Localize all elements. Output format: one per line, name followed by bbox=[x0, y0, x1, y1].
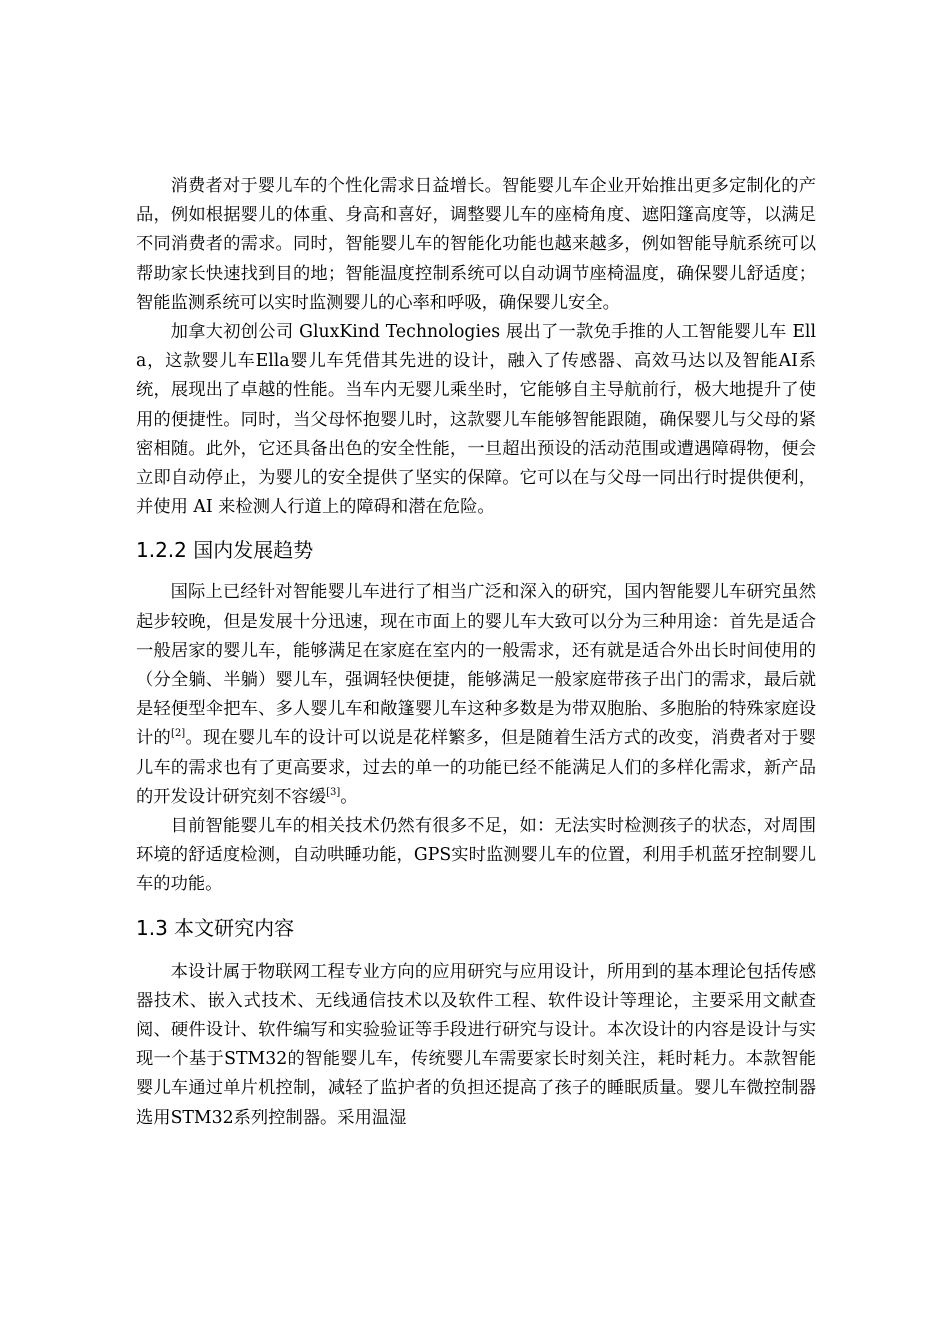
section-heading-1-2-2: 1.2.2 国内发展趋势 bbox=[136, 538, 314, 563]
paragraph-text-segment: 国际上已经针对智能婴儿车进行了相当广泛和深入的研究，国内智能婴儿车研究虽然起步较晚，但是发展十分迅速，现在市面上的婴儿车大致可以分为三种用途：首先是适合一般居家的婴儿车，能够满足在家庭在室内的一般需求，还有就是适合外出长时间使用的（分全躺、半躺）婴儿车，强调轻快便捷，能够满足一般家庭带孩子出门的需求，最后就是轻便型伞把车、多人婴儿车和敞篷婴儿车这种多数是为带双胞胎、多胞胎的特殊家庭设计的 bbox=[136, 582, 816, 749]
paragraph-domestic-trends bbox=[136, 578, 816, 812]
paragraph-gluxkind-ella: 加拿大初创公司 GluxKind Technologies 展出了一款免手推的人工智能婴儿车 Ella，这款婴儿车Ella婴儿车凭借其先进的设计，融入了传感器、高效马达以及智能AI系统，展现出了卓越的性能。当车内无婴儿乘坐时，它能够自主导航前行，极大地提升了使用的便捷性。同时，当父母怀抱婴儿时，这款婴儿车能够智能跟随，确保婴儿与父母的紧密相随。此外，它还具备出色的安全性能，一旦超出预设的活动范围或遭遇障碍物，便会立即自动停止，为婴儿的安全提供了坚实的保障。它可以在与父母一同出行时提供便利，并使用 AI 来检测人行道上的障碍和潜在危险。 bbox=[136, 322, 816, 518]
citation-ref-3: [3] bbox=[326, 787, 341, 799]
paragraph-research-content: 本设计属于物联网工程专业方向的应用研究与应用设计，所用到的基本理论包括传感器技术、嵌入式技术、无线通信技术以及软件工程、软件设计等理论，主要采用文献查阅、硬件设计、软件编写和实验验证等手段进行研究与设计。本次设计的内容是设计与实现一个基于STM32的智能婴儿车，传统婴儿车需要家长时刻关注，耗时耗力。本款智能婴儿车通过单片机控制，减轻了监护者的负担还提高了孩子的睡眠质量。婴儿车微控制器选用STM32系列控制器。采用温湿 bbox=[136, 961, 816, 1128]
paragraph-current-shortcomings: 目前智能婴儿车的相关技术仍然有很多不足，如：无法实时检测孩子的状态，对周围环境的舒适度检测，自动哄睡功能，GPS实时监测婴儿车的位置，利用手机蓝牙控制婴儿车的功能。 bbox=[136, 816, 816, 895]
section-heading-1-3: 1.3 本文研究内容 bbox=[136, 915, 295, 940]
paragraph-text-segment: 。 bbox=[340, 786, 358, 807]
paragraph-text-segment: 。现在婴儿车的设计可以说是花样繁多，但是随着生活方式的改变，消费者对于婴儿车的需求也有了更高要求，过去的单一的功能已经不能满足人们的多样化需求，新产品的开发设计研究刻不容缓 bbox=[136, 728, 816, 807]
citation-ref-2: [2] bbox=[171, 728, 186, 740]
document-body bbox=[136, 172, 816, 1133]
paragraph-personalization: 消费者对于婴儿车的个性化需求日益增长。智能婴儿车企业开始推出更多定制化的产品，例如根据婴儿的体重、身高和喜好，调整婴儿车的座椅角度、遮阳篷高度等，以满足不同消费者的需求。同时，智能婴儿车的智能化功能也越来越多，例如智能导航系统可以帮助家长快速找到目的地；智能温度控制系统可以自动调节座椅温度，确保婴儿舒适度；智能监测系统可以实时监测婴儿的心率和呼吸，确保婴儿安全。 bbox=[136, 176, 816, 313]
